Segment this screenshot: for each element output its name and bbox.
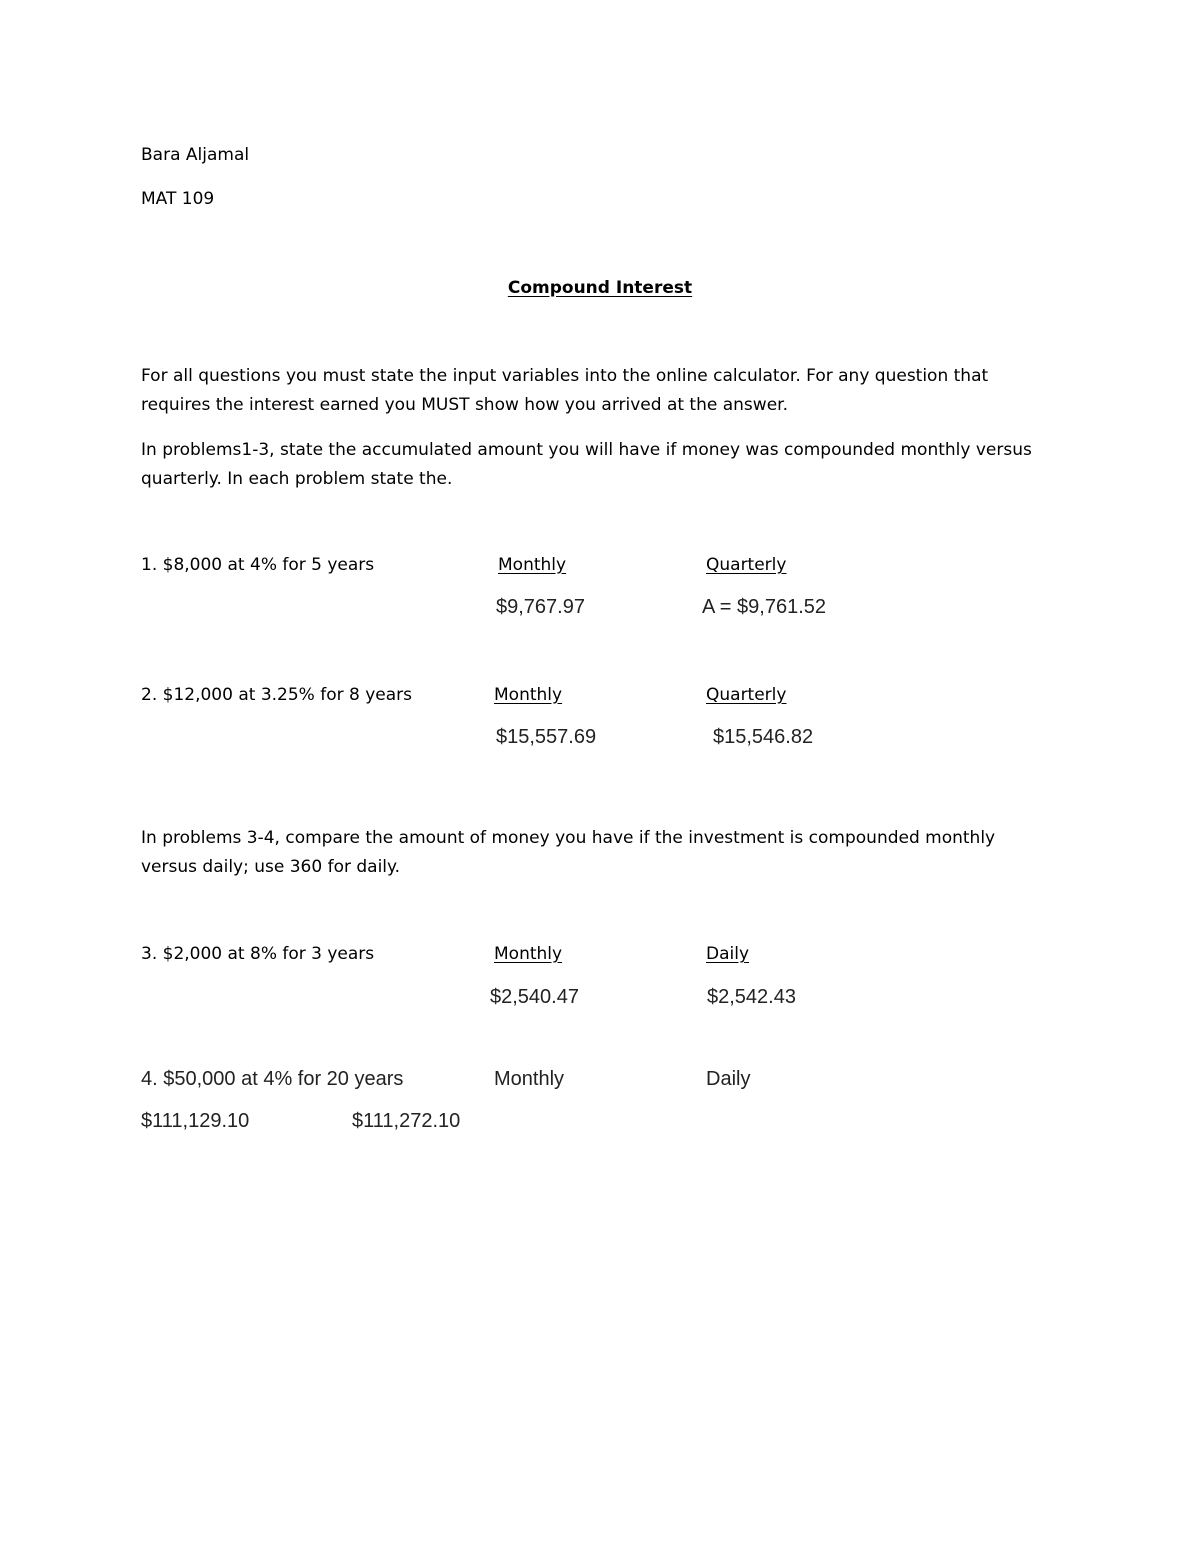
problem-4-question: 4. $50,000 at 4% for 20 years [141,1068,404,1090]
author-name: Bara Aljamal [141,145,250,165]
instructions-line-2: requires the interest earned you MUST show how you arrived at the answer. [141,395,788,415]
section2-line-1: In problems 3-4, compare the amount of money you have if the investment is compounded monthly [141,828,996,848]
problem-2-monthly-label: Monthly [494,685,563,705]
problem-2-question: 2. $12,000 at 3.25% for 8 years [141,685,413,705]
problem-3-daily-answer: $2,542.43 [707,986,796,1008]
problem-3-monthly-label: Monthly [494,944,563,964]
problem-1-quarterly-label: Quarterly [706,555,787,575]
problem-2-monthly-answer: $15,557.69 [496,726,597,748]
section1-paragraph [141,436,1071,494]
document-title: Compound Interest [507,278,693,298]
instructions-paragraph [141,362,1071,420]
problem-2-quarterly-answer: $15,546.82 [713,726,814,748]
problem-2-quarterly-label: Quarterly [706,685,787,705]
course-code: MAT 109 [141,189,215,209]
problem-1-quarterly-answer: A = $9,761.52 [702,596,827,618]
problem-4-monthly-label: Monthly [494,1068,565,1090]
problem-4-daily-label: Daily [706,1068,751,1090]
problem-1-monthly-label: Monthly [498,555,567,575]
problem-4-daily-answer: $111,272.10 [352,1110,461,1132]
instructions-line-1: For all questions you must state the input variables into the online calculator. For any question that [141,366,989,386]
problem-4-monthly-answer: $111,129.10 [141,1110,250,1132]
problem-1-question: 1. $8,000 at 4% for 5 years [141,555,375,575]
problem-3-daily-label: Daily [706,944,750,964]
section1-line-1: In problems1-3, state the accumulated amount you will have if money was compounded monthly versus [141,440,1032,460]
problem-3-monthly-answer: $2,540.47 [490,986,579,1008]
problem-1-monthly-answer: $9,767.97 [496,596,585,618]
problem-3-question: 3. $2,000 at 8% for 3 years [141,944,375,964]
section2-paragraph [141,824,1071,882]
section2-line-2: versus daily; use 360 for daily. [141,857,401,877]
section1-line-2: quarterly. In each problem state the. [141,469,453,489]
